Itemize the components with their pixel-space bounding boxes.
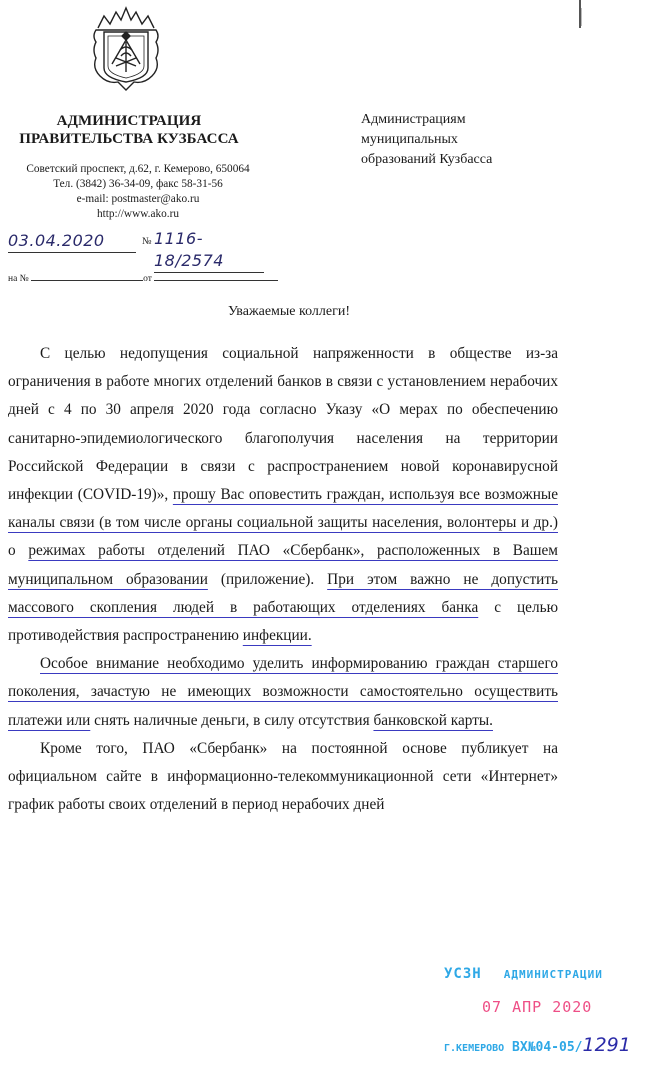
salutation: Уважаемые коллеги! — [227, 304, 351, 319]
stamp-reg-prefix: ВХ№04-05/ — [512, 1040, 583, 1055]
pen-underlined-text: инфекции. — [242, 627, 312, 645]
text-segment: С целью недопущения социальной напряженности в обществе из-за ограничения в работе многих отделений банков в связи с установлением нерабочих дней с 4 по 30 апреля 2020 года согласно Указу «О мерах по обеспечению санитарно-эпидемиологического благополучия населения на территории Российской Федерации в связи с распространением новой коронавирусной инфекции (COVID-19)», — [8, 345, 558, 504]
org-title-line1: АДМИНИСТРАЦИЯ — [56, 113, 202, 129]
outgoing-number: 1116-18/2574 — [154, 228, 264, 273]
reference-number-label: на № — [8, 274, 29, 284]
paragraph-2 — [8, 650, 558, 735]
stamp-reg-line — [444, 1034, 631, 1056]
letter-body — [8, 340, 558, 819]
stamp-handwritten-number: 1291 — [582, 1034, 631, 1056]
paragraph-3: Кроме того, ПАО «Сбербанк» на постоянной основе публикует на официальном сайте в информационно-телекоммуникационной сети «Интернет» график работы своих отделений в период нерабочих дней — [8, 739, 558, 814]
text-segment: с целью противодействия распространению — [8, 598, 559, 645]
stamp-date: 07 АПР 2020 — [482, 998, 593, 1016]
number-label: № — [142, 236, 152, 247]
pen-underlined-text: прошу Вас оповестить граждан, используя все возможные каналы связи (в том числе органы социальной защиты населения, волонтеры и др.) — [8, 486, 558, 532]
addressee-line2: муниципальных — [361, 132, 458, 147]
stamp-org-right: АДМИНИСТРАЦИИ — [503, 968, 603, 981]
addressee-block — [361, 110, 492, 170]
pen-underlined-text: При этом важно не допустить массового скопления людей в работающих отделениях банка — [8, 570, 558, 616]
addressee-line1: Администрациям — [361, 112, 466, 127]
org-title-line2: ПРАВИТЕЛЬСТВА КУЗБАССА — [19, 131, 239, 147]
sender-email: e-mail: postmaster@ako.ru — [76, 193, 200, 205]
registration-row — [8, 229, 268, 270]
pen-underlined-text: банковской карты. — [373, 711, 493, 729]
pen-underlined-text: режимах работы отделений ПАО «Сбербанк», расположенных в Вашем муниципальном образовании — [8, 542, 558, 588]
reference-row — [8, 272, 278, 284]
page-edge-mark-secondary — [581, 8, 582, 26]
reference-date-blank — [154, 272, 278, 281]
sender-organization — [10, 112, 248, 148]
stamp-org-line — [444, 966, 603, 982]
stamp-org-left: УСЗН — [444, 966, 482, 982]
reference-number-blank — [31, 272, 143, 281]
pen-underlined-text: Особое внимание необходимо уделить информированию граждан старшего поколения, зачастую не имеющих возможности самостоятельно осуществить платежи или — [8, 655, 558, 729]
text-segment: снять наличные деньги, в силу отсутствия — [90, 711, 374, 729]
kuzbass-coat-of-arms-icon — [88, 6, 164, 92]
sender-contacts — [10, 162, 266, 222]
sender-website: http://www.ako.ru — [96, 208, 180, 220]
paragraph-1 — [8, 340, 558, 650]
reference-from-label: от — [143, 274, 152, 284]
stamp-city: Г.КЕМЕРОВО — [444, 1043, 505, 1054]
sender-address: Советский проспект, д.62, г. Кемерово, 650064 — [26, 163, 250, 175]
sender-phone: Тел. (3842) 36-34-09, факс 58-31-56 — [53, 178, 223, 190]
outgoing-date: 03.04.2020 — [8, 230, 136, 253]
addressee-line3: образований Кузбасса — [361, 152, 493, 167]
text-segment: (приложение). — [207, 570, 328, 588]
incoming-registration-stamp — [440, 962, 652, 1068]
text-segment: о — [8, 542, 29, 560]
